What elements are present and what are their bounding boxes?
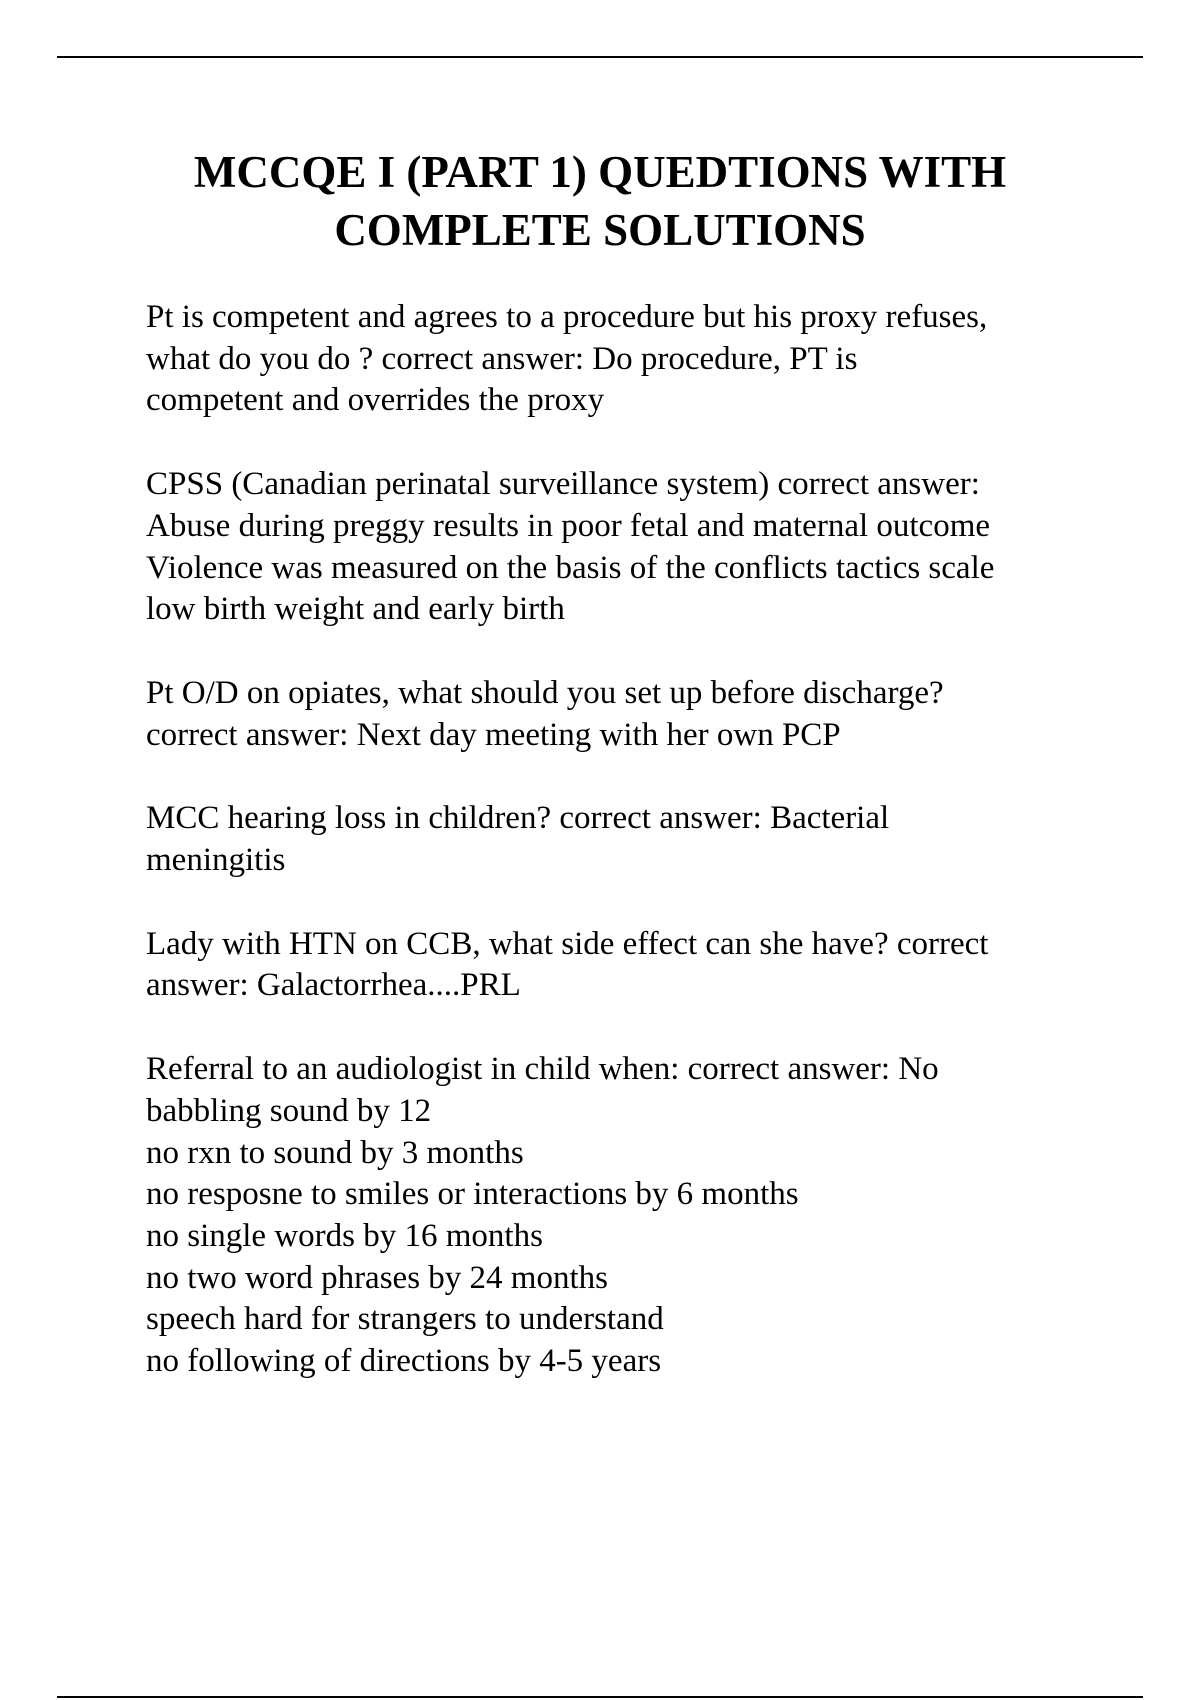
text-line: Pt O/D on opiates, what should you set up before discharge? xyxy=(146,674,944,711)
text-line: MCC hearing loss in children? correct answer: Bacterial xyxy=(146,800,890,837)
text-line: what do you do ? correct answer: Do procedure, PT is xyxy=(146,340,858,377)
text-line: answer: Galactorrhea....PRL xyxy=(146,967,521,1004)
qa-entry-proxy xyxy=(146,297,1146,422)
text-line: CPSS (Canadian perinatal surveillance system) correct answer: xyxy=(146,466,980,503)
text-line: Violence was measured on the basis of the conflicts tactics scale xyxy=(146,549,995,586)
text-line: no resposne to smiles or interactions by 6 months xyxy=(146,1176,799,1213)
top-rule xyxy=(57,56,1143,58)
qa-entry-ccb xyxy=(146,924,1146,1007)
text-line: Referral to an audiologist in child when: correct answer: No xyxy=(146,1051,939,1088)
text-line: no following of directions by 4-5 years xyxy=(146,1343,662,1380)
text-line: meningitis xyxy=(146,842,286,879)
qa-entry-cpss xyxy=(146,464,1146,631)
title-line: MCCQE I (PART 1) QUEDTIONS WITH xyxy=(193,147,1007,197)
qa-entry-audiologist xyxy=(146,1049,1146,1383)
qa-entry-opiates xyxy=(146,673,1146,756)
text-line: competent and overrides the proxy xyxy=(146,382,605,419)
text-line: no rxn to sound by 3 months xyxy=(146,1134,524,1171)
text-line: Lady with HTN on CCB, what side effect can she have? correct xyxy=(146,925,989,962)
text-line: speech hard for strangers to understand xyxy=(146,1301,664,1338)
text-line: correct answer: Next day meeting with her own PCP xyxy=(146,716,841,753)
text-line: babbling sound by 12 xyxy=(146,1092,432,1129)
text-line: Pt is competent and agrees to a procedure but his proxy refuses, xyxy=(146,299,988,335)
document-body xyxy=(146,297,1146,1425)
text-line: low birth weight and early birth xyxy=(146,591,565,628)
bottom-rule xyxy=(57,1696,1143,1698)
qa-entry-hearing-loss xyxy=(146,798,1146,881)
title-line: COMPLETE SOLUTIONS xyxy=(334,205,866,255)
page-title xyxy=(100,143,1100,259)
text-line: no two word phrases by 24 months xyxy=(146,1259,608,1296)
text-line: no single words by 16 months xyxy=(146,1217,543,1254)
text-line: Abuse during preggy results in poor fetal and maternal outcome xyxy=(146,507,991,544)
